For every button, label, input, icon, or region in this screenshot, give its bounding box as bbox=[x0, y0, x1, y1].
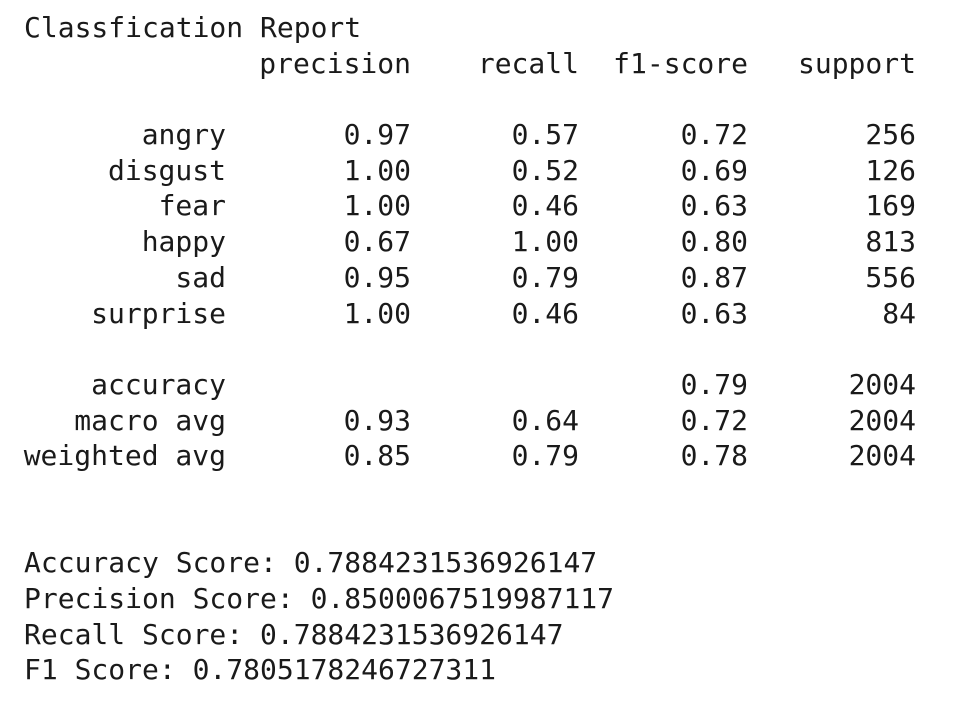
precision-value: 0.97 bbox=[343, 118, 411, 152]
support-value: 2004 bbox=[848, 439, 916, 473]
summary-row bbox=[24, 438, 944, 474]
f1-score-value: 0.63 bbox=[680, 296, 748, 330]
header-f1-score: f1-score bbox=[613, 46, 748, 80]
row-label: surprise bbox=[91, 296, 226, 330]
recall-value: 0.64 bbox=[511, 403, 579, 437]
spacer bbox=[24, 331, 944, 367]
summary-row bbox=[24, 403, 944, 439]
support-value: 2004 bbox=[848, 403, 916, 437]
header-precision: precision bbox=[259, 46, 411, 80]
precision-value: 1.00 bbox=[343, 153, 411, 187]
support-value: 2004 bbox=[848, 367, 916, 401]
accuracy-score: Accuracy Score: 0.7884231536926147 bbox=[24, 546, 598, 580]
precision-value: 1.00 bbox=[343, 189, 411, 223]
row-label: sad bbox=[175, 260, 226, 294]
recall-value: 0.46 bbox=[511, 189, 579, 223]
f1-score-value: 0.79 bbox=[680, 367, 748, 401]
spacer bbox=[24, 81, 944, 117]
f1-score-value: 0.63 bbox=[680, 189, 748, 223]
precision-value: 0.85 bbox=[343, 439, 411, 473]
recall-value: 1.00 bbox=[511, 225, 579, 259]
support-value: 256 bbox=[865, 118, 916, 152]
column-header-row bbox=[24, 46, 944, 82]
precision-value: 1.00 bbox=[343, 296, 411, 330]
support-value: 126 bbox=[865, 153, 916, 187]
f1-score-value: 0.87 bbox=[680, 260, 748, 294]
precision-value: 0.93 bbox=[343, 403, 411, 437]
class-row bbox=[24, 117, 944, 153]
precision-score: Precision Score: 0.8500067519987117 bbox=[24, 582, 615, 616]
f1-score-value: 0.72 bbox=[680, 403, 748, 437]
recall-value: 0.52 bbox=[511, 153, 579, 187]
f1-score-value: 0.69 bbox=[680, 153, 748, 187]
f1-score-value: 0.80 bbox=[680, 225, 748, 259]
row-label: disgust bbox=[107, 153, 226, 187]
spacer bbox=[24, 474, 944, 545]
class-row bbox=[24, 296, 944, 332]
summary-rows bbox=[24, 367, 944, 474]
class-row bbox=[24, 153, 944, 189]
f1-score: F1 Score: 0.7805178246727311 bbox=[24, 653, 497, 687]
recall-value: 0.79 bbox=[511, 439, 579, 473]
row-label: weighted avg bbox=[23, 439, 226, 473]
report-title: Classfication bbox=[24, 11, 244, 44]
report-title-line bbox=[24, 10, 944, 46]
support-value: 169 bbox=[865, 189, 916, 223]
class-row bbox=[24, 224, 944, 260]
row-label: macro avg bbox=[74, 403, 226, 437]
row-label: happy bbox=[141, 225, 226, 259]
row-label: fear bbox=[158, 189, 226, 223]
class-row bbox=[24, 188, 944, 224]
classification-report bbox=[24, 10, 944, 688]
class-rows bbox=[24, 117, 944, 331]
recall-value: 0.46 bbox=[511, 296, 579, 330]
support-value: 556 bbox=[865, 260, 916, 294]
f1-score-value: 0.72 bbox=[680, 118, 748, 152]
support-value: 813 bbox=[865, 225, 916, 259]
f1-score-value: 0.78 bbox=[680, 439, 748, 473]
summary-row bbox=[24, 367, 944, 403]
recall-value: 0.57 bbox=[511, 118, 579, 152]
score-summary bbox=[24, 545, 944, 688]
header-recall: recall bbox=[477, 46, 579, 80]
class-row bbox=[24, 260, 944, 296]
row-label: angry bbox=[141, 118, 226, 152]
report-title-suffix: Report bbox=[260, 11, 362, 44]
recall-score: Recall Score: 0.7884231536926147 bbox=[24, 617, 564, 651]
support-value: 84 bbox=[882, 296, 916, 330]
precision-value: 0.95 bbox=[343, 260, 411, 294]
precision-value: 0.67 bbox=[343, 225, 411, 259]
header-support: support bbox=[797, 46, 916, 80]
recall-value: 0.79 bbox=[511, 260, 579, 294]
row-label: accuracy bbox=[91, 367, 226, 401]
